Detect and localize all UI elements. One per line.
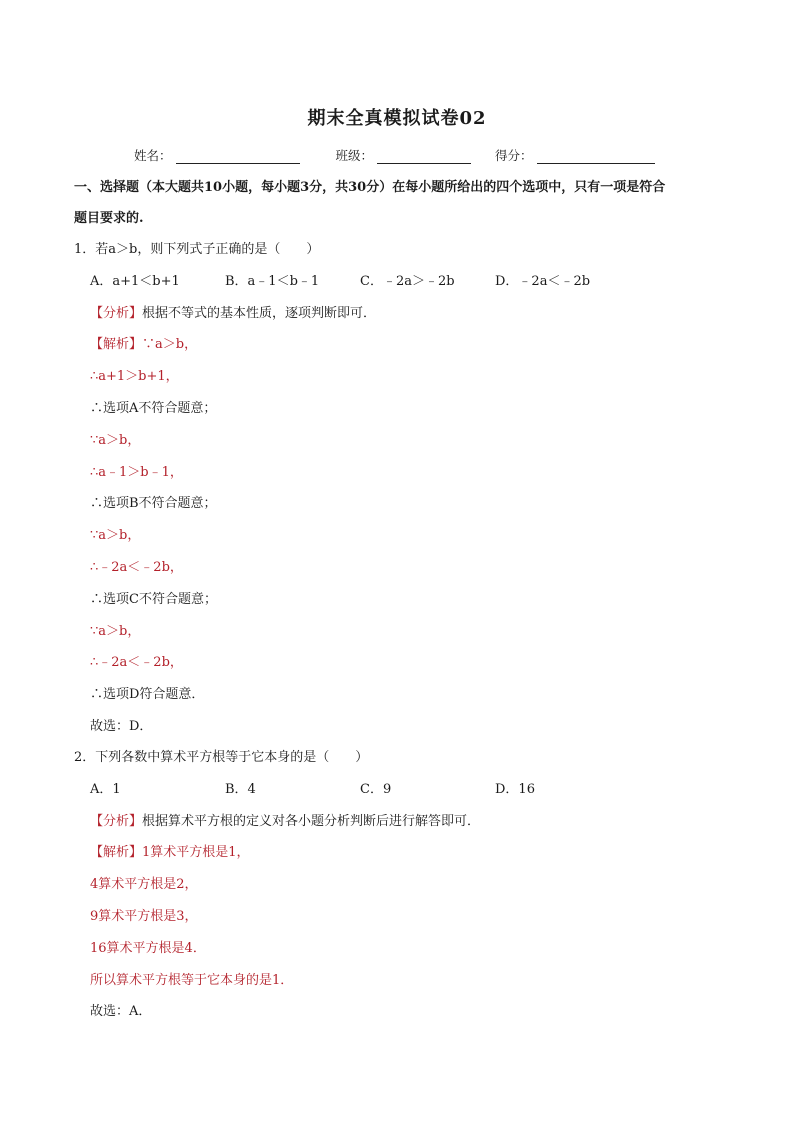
solution-line: 4算术平方根是2， xyxy=(90,877,198,893)
student-info-row xyxy=(134,144,655,164)
question-2-analysis xyxy=(74,806,734,838)
name-label: 姓名： xyxy=(134,148,172,163)
solution-line: ∴选项B不符合题意； xyxy=(90,496,217,512)
option-b[interactable]: B．a﹣1＜b﹣1 xyxy=(225,273,320,289)
score-blank[interactable] xyxy=(537,149,655,164)
analysis-tag: 【分析】 xyxy=(90,813,143,829)
section-heading xyxy=(74,172,734,234)
question-2-options xyxy=(74,774,734,806)
class-blank[interactable] xyxy=(377,149,471,164)
option-a[interactable]: A．a+1＜b+1 xyxy=(90,273,180,289)
solution-line: 9算术平方根是3， xyxy=(90,908,198,924)
page-title: 期末全真模拟试卷02 xyxy=(307,108,487,129)
score-label: 得分： xyxy=(495,148,533,163)
solution-line: ∴﹣2a＜﹣2b， xyxy=(90,655,183,671)
question-2 xyxy=(74,742,734,1028)
solution-tag: 【解析】 xyxy=(90,337,143,353)
solution-line: ∴a﹣1＞b﹣1， xyxy=(90,464,183,480)
analysis-text: 根据算术平方根的定义对各小题分析判断后进行解答即可． xyxy=(142,813,481,829)
solution-line: ∵a＞b， xyxy=(142,337,198,353)
solution-line: ∵a＞b， xyxy=(90,528,141,544)
option-a[interactable]: A．1 xyxy=(90,781,121,797)
solution-line: ∵a＞b， xyxy=(90,623,141,639)
question-1-answer: 故选：D． xyxy=(90,718,153,734)
option-c[interactable]: C．﹣2a＞﹣2b xyxy=(360,273,455,289)
solution-line: ∴﹣2a＜﹣2b， xyxy=(90,559,183,575)
solution-line: ∴a+1＞b+1， xyxy=(90,369,179,385)
option-c[interactable]: C．9 xyxy=(360,781,392,797)
option-d[interactable]: D．﹣2a＜﹣2b xyxy=(495,273,591,289)
solution-tag: 【解析】 xyxy=(90,845,143,861)
question-1-options xyxy=(74,266,734,298)
question-2-stem: 2．下列各数中算术平方根等于它本身的是（ ） xyxy=(74,750,369,765)
solution-line: ∴选项D符合题意． xyxy=(90,687,205,703)
section-heading-line-2: 题目要求的. xyxy=(74,211,144,226)
analysis-text: 根据不等式的基本性质，逐项判断即可． xyxy=(142,305,377,321)
solution-line: 1算术平方根是1， xyxy=(142,845,250,861)
solution-line: 所以算术平方根等于它本身的是1． xyxy=(90,972,294,988)
question-2-solution-start xyxy=(74,837,734,869)
question-1-stem: 1．若a＞b，则下列式子正确的是（ ） xyxy=(74,242,320,257)
analysis-tag: 【分析】 xyxy=(90,305,143,321)
solution-line: ∴选项A不符合题意； xyxy=(90,400,217,416)
option-d[interactable]: D．16 xyxy=(495,781,535,797)
solution-line: ∴选项C不符合题意； xyxy=(90,591,217,607)
name-blank[interactable] xyxy=(176,149,300,164)
option-b[interactable]: B．4 xyxy=(225,781,256,797)
question-1-solution-start xyxy=(74,329,734,361)
solution-line: 16算术平方根是4． xyxy=(90,940,206,956)
question-2-answer: 故选：A． xyxy=(90,1004,152,1020)
solution-line: ∵a＞b， xyxy=(90,432,141,448)
class-label: 班级： xyxy=(335,148,374,163)
section-heading-line-1: 一、选择题（本大题共10小题，每小题3分，共30分）在每小题所给出的四个选项中，只有一项是符合 xyxy=(74,180,666,195)
question-1 xyxy=(74,234,734,743)
question-1-analysis xyxy=(74,298,734,330)
